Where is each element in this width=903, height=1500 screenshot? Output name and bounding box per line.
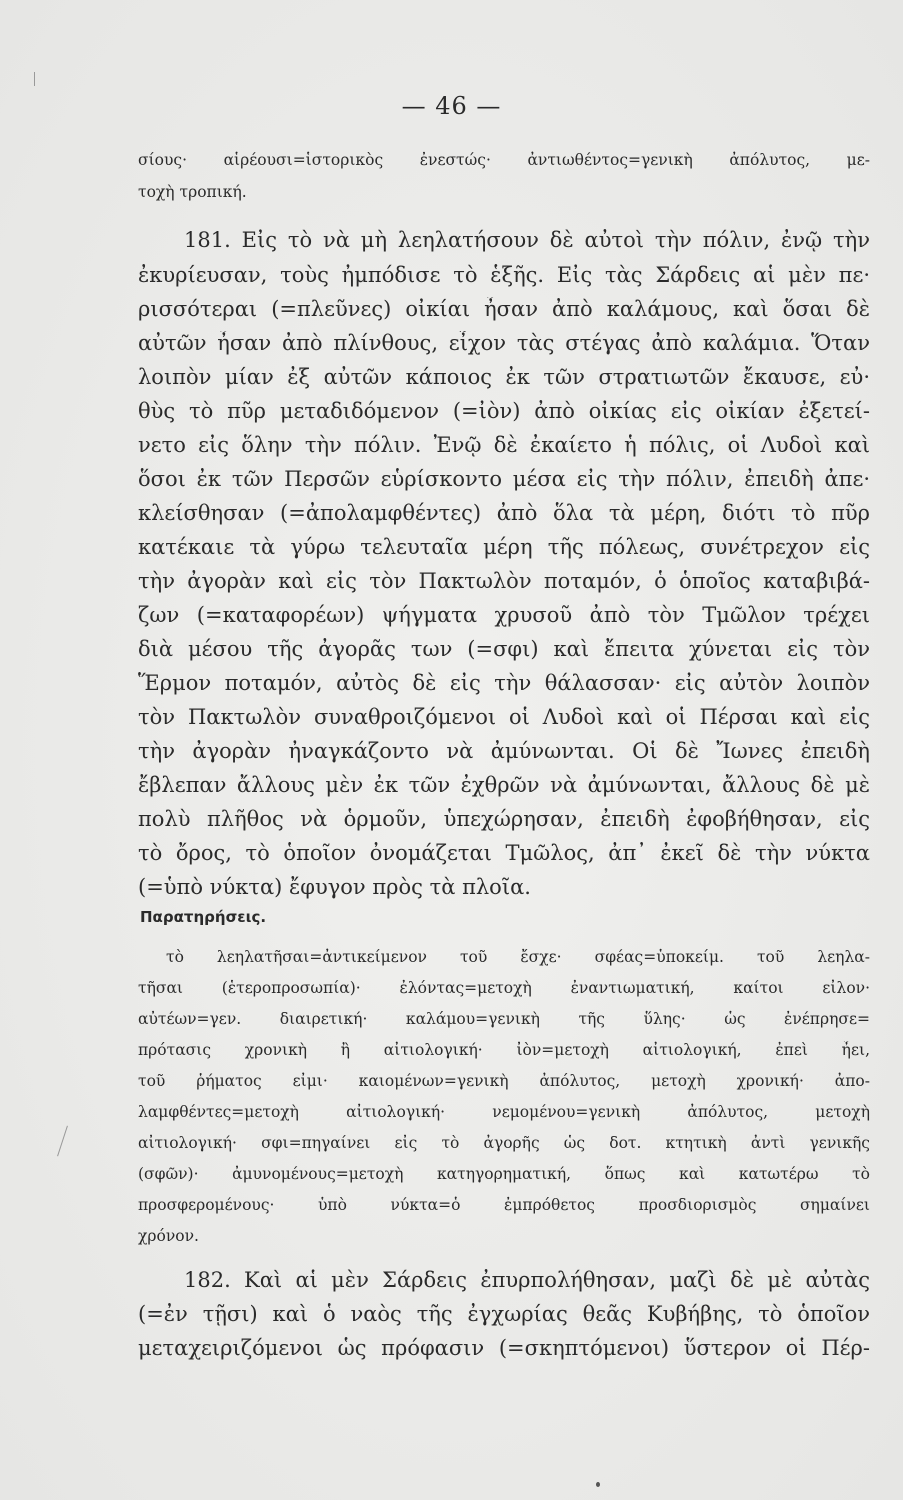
note-line: τοῦ ῥήματος εἶμι· καιομένων=γενικὴ ἀπόλυτος, μετοχὴ χρονική· ἀπο- — [138, 1072, 870, 1090]
ink-speck — [596, 1482, 600, 1487]
text-line: ρισσότεραι (=πλεῦνες) οἰκίαι ἦσαν ἀπὸ καλάμους, καὶ ὅσαι δὲ — [138, 297, 870, 321]
text-line: Ἕρμον ποταμόν, αὐτὸς δὲ εἰς τὴν θάλασσαν· εἰς αὐτὸν λοιπὸν — [138, 671, 870, 695]
text-line: κλείσθησαν (=ἀπολαμφθέντες) ἀπὸ ὅλα τὰ μέρη, διότι τὸ πῦρ — [138, 501, 870, 525]
text-line: ζων (=καταφορέων) ψήγματα χρυσοῦ ἀπὸ τὸν Τμῶλον τρέχει — [138, 603, 870, 627]
text-line: ὅσοι ἐκ τῶν Περσῶν εὑρίσκοντο μέσα εἰς τὴν πόλιν, ἐπειδὴ ἀπε· — [138, 467, 870, 491]
page-number: — 46 — — [401, 92, 502, 120]
note-line: αἰτιολογική· σφι=πηγαίνει εἰς τὸ ἀγορῆς ὡς δοτ. κτητικὴ ἀντὶ γενικῆς — [138, 1134, 870, 1152]
text-line: λοιπὸν μίαν ἐξ αὐτῶν κάποιος ἐκ τῶν στρατιωτῶν ἔκαυσε, εὐ· — [138, 365, 870, 389]
text-line: κατέκαιε τὰ γύρω τελευταῖα μέρη τῆς πόλεως, συνέτρεχον εἰς — [138, 535, 870, 559]
margin-mark — [57, 1126, 68, 1157]
note-line: προσφερομένους· ὑπὸ νύκτα=ὁ ἐμπρόθετος προσδιορισμὸς σημαίνει — [138, 1196, 870, 1214]
text-line: πολὺ πλῆθος νὰ ὁρμοῦν, ὑπεχώρησαν, ἐπειδὴ ἐφοβήθησαν, εἰς — [138, 807, 870, 831]
text-line: θὺς τὸ πῦρ μεταδιδόμενον (=ἰὸν) ἀπὸ οἰκίας εἰς οἰκίαν ἐξετεί- — [138, 399, 870, 423]
note-line: τῆσαι (ἑτεροπροσωπία)· ἐλόντας=μετοχὴ ἐναντιωματική, καίτοι εἶλον· — [138, 979, 870, 997]
text-line: (=ἐν τῇσι) καὶ ὁ ναὸς τῆς ἐγχωρίας θεᾶς Κυβήβης, τὸ ὁποῖον — [138, 1302, 870, 1326]
text-line: τὸν Πακτωλὸν συναθροιζόμενοι οἱ Λυδοὶ καὶ οἱ Πέρσαι καὶ εἰς — [138, 705, 870, 729]
text-line: μεταχειριζόμενοι ὡς πρόφασιν (=σκηπτόμενοι) ὕστερον οἱ Πέρ- — [138, 1336, 870, 1360]
note-line: χρόνον. — [138, 1227, 199, 1245]
text-line: αὐτῶν ἦσαν ἀπὸ πλίνθους, εἶχον τὰς στέγας ἀπὸ καλάμια. Ὅταν — [138, 331, 870, 355]
note-line: πρότασις χρονικὴ ἢ αἰτιολογική· ἰὸν=μετοχὴ αἰτιολογική, ἐπεὶ ἦει, — [138, 1041, 870, 1059]
text-line: ἔβλεπαν ἄλλους μὲν ἐκ τῶν ἐχθρῶν νὰ ἀμύνωνται, ἄλλους δὲ μὲ — [138, 773, 870, 797]
text-line: τὸ ὄρος, τὸ ὁποῖον ὀνομάζεται Τμῶλος, ἀπ᾽ ἐκεῖ δὲ τὴν νύκτα — [138, 841, 870, 865]
text-line: νετο εἰς ὅλην τὴν πόλιν. Ἐνῷ δὲ ἐκαίετο ἡ πόλις, οἱ Λυδοὶ καὶ — [138, 433, 870, 457]
note-line: αὐτέων=γεν. διαιρετική· καλάμου=γενικὴ τῆς ὕλης· ὡς ἐνέπρησε= — [138, 1010, 870, 1028]
text-line: ἐκυρίευσαν, τοὺς ἠμπόδισε τὸ ἑξῆς. Εἰς τὰς Σάρδεις αἱ μὲν πε· — [138, 263, 870, 287]
notes-heading: Παρατηρήσεις. — [140, 908, 267, 926]
section-181-first-line: 181. Εἰς τὸ νὰ μὴ λεηλατήσουν δὲ αὐτοὶ τὴν πόλιν, ἐνῷ τὴν — [184, 228, 870, 252]
text-line: τὴν ἀγορὰν ἠναγκάζοντο νὰ ἀμύνωνται. Οἱ δὲ Ἴωνες ἐπειδὴ — [138, 739, 870, 763]
text-line: τὴν ἀγορὰν καὶ εἰς τὸν Πακτωλὸν ποταμόν, ὁ ὁποῖος καταβιβά- — [138, 569, 870, 593]
text-line: (=ὑπὸ νύκτα) ἔφυγον πρὸς τὰ πλοῖα. — [138, 875, 531, 899]
section-182-first-line: 182. Καὶ αἱ μὲν Σάρδεις ἐπυρπολήθησαν, μαζὶ δὲ μὲ αὐτὰς — [184, 1268, 870, 1292]
text-line: σίους· αἱρέουσι=ἱστορικὸς ἐνεστώς· ἀντιωθέντος=γενικὴ ἀπόλυτος, με- — [138, 151, 870, 169]
note-line: τὸ λεηλατῆσαι=ἀντικείμενον τοῦ ἔσχε· σφέας=ὑποκείμ. τοῦ λεηλα- — [166, 948, 870, 966]
margin-mark — [34, 72, 35, 86]
note-line: (σφῶν)· ἀμυνομένους=μετοχὴ κατηγορηματική, ὅπως καὶ κατωτέρω τὸ — [138, 1165, 870, 1183]
note-line: λαμφθέντες=μετοχὴ αἰτιολογική· νεμομένου=γενικὴ ἀπόλυτος, μετοχὴ — [138, 1103, 870, 1121]
text-line: διὰ μέσου τῆς ἀγορᾶς των (=σφι) καὶ ἔπειτα χύνεται εἰς τὸν — [138, 637, 870, 661]
text-line: τοχὴ τροπική. — [138, 183, 247, 201]
